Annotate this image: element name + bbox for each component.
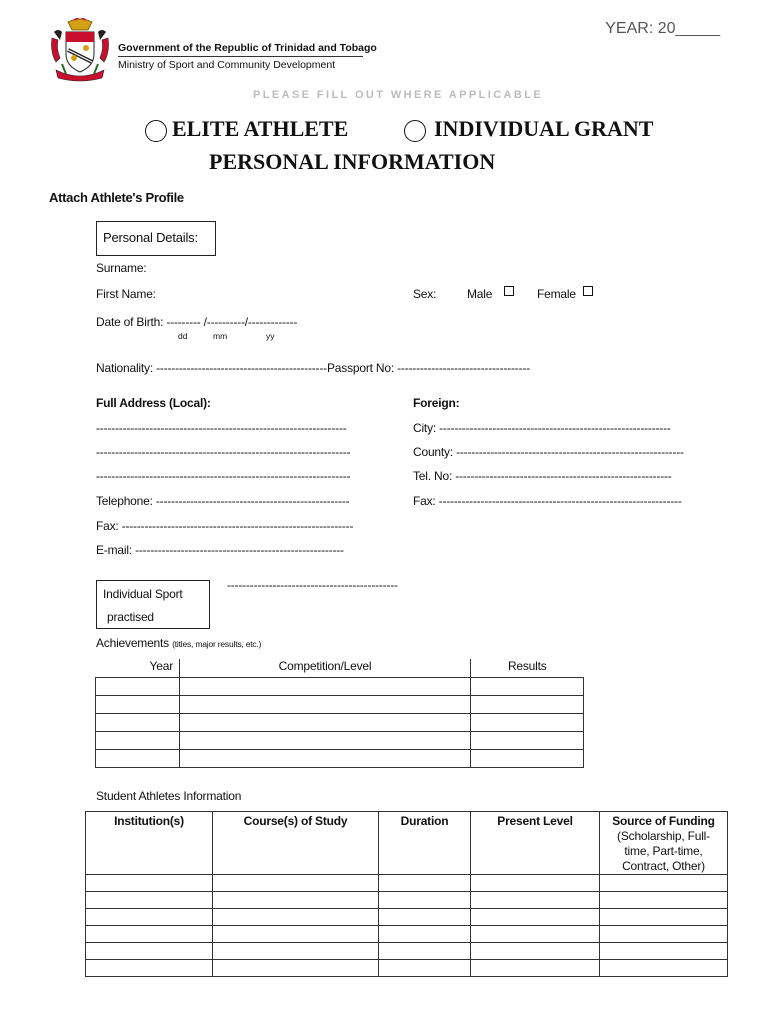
achievements-table (95, 659, 584, 768)
city-field[interactable]: City: ------------------------------------------------------------- (413, 421, 671, 435)
section-title: PERSONAL INFORMATION (209, 149, 496, 174)
table-cell[interactable] (471, 943, 600, 960)
female-label: Female (537, 287, 576, 301)
table-cell[interactable] (86, 909, 213, 926)
achievements-subtitle: (titles, major results, etc.) (172, 639, 262, 649)
individual-sport-field[interactable]: --------------------------------------------- (227, 578, 398, 592)
personal-details-label: Personal Details: (103, 230, 198, 245)
table-cell[interactable] (379, 943, 471, 960)
table-cell[interactable] (379, 909, 471, 926)
table-cell[interactable] (86, 926, 213, 943)
individual-grant-radio[interactable] (404, 120, 426, 142)
passport-field[interactable]: Passport No: ----------------------------------- (327, 361, 530, 375)
funding-heading: Source of Funding (612, 814, 715, 828)
achievements-label: Achievements (96, 636, 169, 650)
table-cell[interactable] (600, 943, 728, 960)
table-cell[interactable] (379, 892, 471, 909)
elite-athlete-label: ELITE ATHLETE (172, 116, 349, 141)
table-cell[interactable] (180, 695, 471, 713)
table-row (86, 960, 728, 977)
achievements-title (96, 636, 261, 650)
table-cell[interactable] (96, 749, 180, 767)
table-cell[interactable] (379, 926, 471, 943)
table-cell[interactable] (600, 909, 728, 926)
table-row (86, 909, 728, 926)
table-cell[interactable] (96, 677, 180, 695)
funding-note: (Scholarship, Full-time, Part-time, Contract, Other) (617, 829, 710, 873)
table-cell[interactable] (86, 960, 213, 977)
personal-details-box (96, 221, 216, 256)
individual-sport-label-1: Individual Sport (103, 587, 183, 601)
table-cell[interactable] (471, 677, 584, 695)
achievements-header-row (96, 659, 584, 677)
col-courses: Course(s) of Study (213, 812, 379, 875)
table-row (96, 749, 584, 767)
table-cell[interactable] (213, 875, 379, 892)
table-cell[interactable] (96, 695, 180, 713)
col-duration: Duration (379, 812, 471, 875)
table-row (86, 892, 728, 909)
table-cell[interactable] (471, 909, 600, 926)
col-present-level: Present Level (471, 812, 600, 875)
government-name: Government of the Republic of Trinidad and Tobago (118, 42, 377, 54)
col-competition: Competition/Level (180, 659, 471, 677)
male-label: Male (467, 287, 493, 301)
table-cell[interactable] (213, 892, 379, 909)
col-results: Results (471, 659, 584, 677)
student-athletes-title: Student Athletes Information (96, 789, 242, 803)
table-cell[interactable] (471, 695, 584, 713)
elite-athlete-radio[interactable] (145, 120, 167, 142)
fill-notice: PLEASE FILL OUT WHERE APPLICABLE (253, 89, 544, 101)
table-row (86, 875, 728, 892)
table-cell[interactable] (96, 731, 180, 749)
table-cell[interactable] (379, 960, 471, 977)
table-cell[interactable] (471, 875, 600, 892)
local-fax-field[interactable]: Fax: ------------------------------------------------------------- (96, 519, 354, 533)
female-checkbox[interactable] (583, 286, 593, 296)
attach-profile-label: Attach Athlete's Profile (49, 190, 184, 205)
table-cell[interactable] (86, 875, 213, 892)
telephone-field[interactable]: Telephone: --------------------------------------------------- (96, 494, 350, 508)
sex-label: Sex: (413, 287, 437, 301)
local-address-line-1[interactable]: ------------------------------------------------------------------ (96, 421, 347, 435)
table-cell[interactable] (600, 875, 728, 892)
dob-month-hint: mm (213, 331, 228, 341)
coat-of-arms-logo (48, 18, 112, 86)
col-source-of-funding (600, 812, 728, 875)
local-address-line-2[interactable]: ------------------------------------------------------------------- (96, 445, 351, 459)
year-field[interactable]: YEAR: 20_____ (605, 20, 720, 37)
col-year: Year (96, 659, 180, 677)
table-cell[interactable] (600, 926, 728, 943)
table-cell[interactable] (96, 713, 180, 731)
individual-sport-box (96, 580, 210, 629)
table-cell[interactable] (180, 713, 471, 731)
table-cell[interactable] (600, 960, 728, 977)
students-header-row (86, 812, 728, 875)
local-address-heading: Full Address (Local): (96, 396, 211, 410)
col-institutions: Institution(s) (86, 812, 213, 875)
individual-grant-label: INDIVIDUAL GRANT (434, 116, 654, 141)
email-field[interactable]: E-mail: ------------------------------------------------------- (96, 543, 344, 557)
table-row (86, 926, 728, 943)
male-checkbox[interactable] (504, 286, 514, 296)
individual-sport-label-2: practised (107, 610, 154, 624)
table-cell[interactable] (213, 960, 379, 977)
foreign-fax-field[interactable]: Fax: ---------------------------------------------------------------- (413, 494, 682, 508)
student-athletes-table (85, 811, 728, 977)
local-address-line-3[interactable]: ------------------------------------------------------------------- (96, 469, 351, 483)
table-cell[interactable] (213, 926, 379, 943)
header-divider (118, 56, 363, 57)
table-row (96, 731, 584, 749)
table-cell[interactable] (471, 892, 600, 909)
table-row (96, 677, 584, 695)
table-cell[interactable] (213, 909, 379, 926)
table-cell[interactable] (180, 731, 471, 749)
table-row (96, 713, 584, 731)
date-of-birth-field[interactable]: Date of Birth: --------- /----------/------------- (96, 315, 298, 329)
table-cell[interactable] (213, 943, 379, 960)
nationality-field[interactable]: Nationality: --------------------------------------------- (96, 361, 327, 375)
table-cell[interactable] (471, 960, 600, 977)
table-row (96, 695, 584, 713)
first-name-field[interactable]: First Name: (96, 287, 156, 301)
table-cell[interactable] (180, 749, 471, 767)
county-field[interactable]: County: ------------------------------------------------------------ (413, 445, 684, 459)
table-cell[interactable] (379, 875, 471, 892)
ministry-name: Ministry of Sport and Community Development (118, 59, 336, 71)
foreign-address-heading: Foreign: (413, 396, 460, 410)
dob-year-hint: yy (266, 331, 275, 341)
table-cell[interactable] (471, 731, 584, 749)
dob-day-hint: dd (178, 331, 188, 341)
table-cell[interactable] (86, 943, 213, 960)
surname-field[interactable]: Surname: (96, 261, 147, 275)
foreign-tel-field[interactable]: Tel. No: --------------------------------------------------------- (413, 469, 672, 483)
table-cell[interactable] (86, 892, 213, 909)
table-cell[interactable] (471, 749, 584, 767)
table-cell[interactable] (471, 926, 600, 943)
table-cell[interactable] (600, 892, 728, 909)
table-row (86, 943, 728, 960)
table-cell[interactable] (471, 713, 584, 731)
table-cell[interactable] (180, 677, 471, 695)
